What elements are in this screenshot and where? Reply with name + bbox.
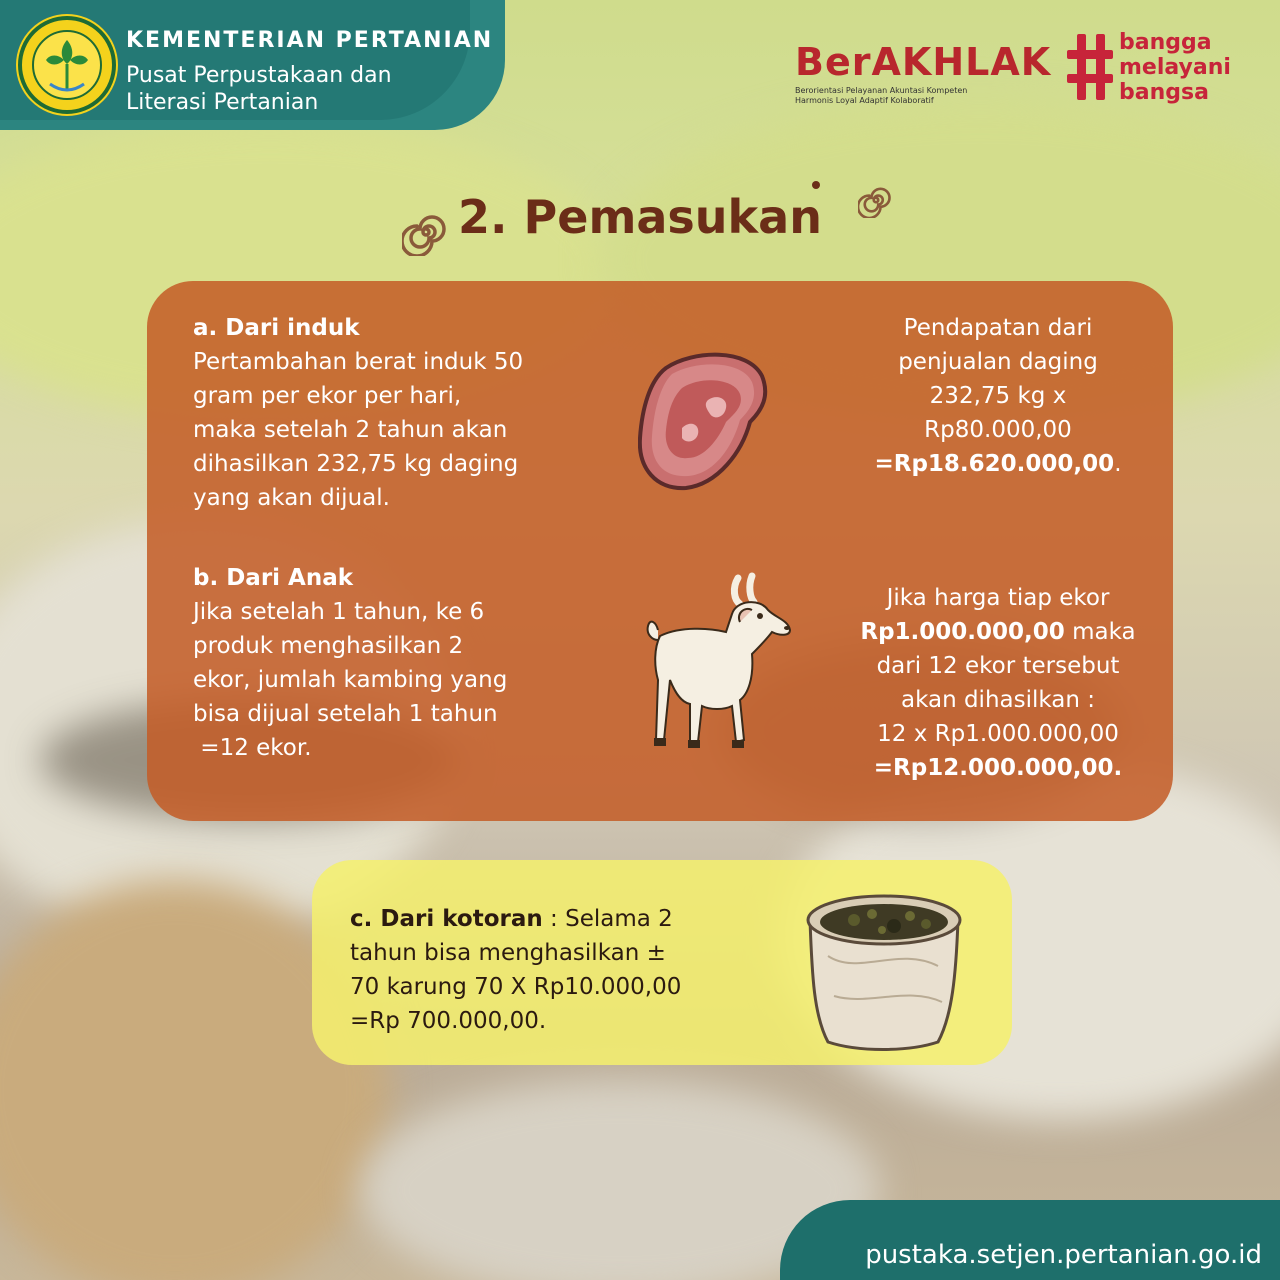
section-a-line: dihasilkan 232,75 kg daging [193,451,519,477]
section-c-line: 70 karung 70 X Rp10.000,00 [350,974,682,1000]
unit-name [126,62,456,116]
section-c-heading: c. Dari kotoran [350,906,543,932]
section-a-total-end: . [1114,451,1122,477]
section-b-maka: maka [1064,619,1136,645]
section-a-body [193,345,579,515]
section-b-result [830,581,1166,785]
section-a-result-line: Pendapatan dari [903,315,1093,341]
section-b-result-line: Jika harga tiap ekor [886,585,1110,611]
section-a-line: maka setelah 2 tahun akan [193,417,508,443]
section-b-result-line: akan dihasilkan : [900,687,1096,713]
bangga-line-3: bangsa [1119,80,1209,105]
section-a-total: =Rp18.620.000,00 [874,451,1115,477]
unit-line-2: Literasi Pertanian [126,90,319,115]
section-a-line: Pertambahan berat induk 50 [193,349,524,375]
section-a-line: yang akan dijual. [193,485,390,511]
section-b-result-line: 12 x Rp1.000.000,00 [877,721,1119,747]
bangga-line-1: bangga [1119,30,1212,55]
berakhlak-tagline [795,86,1035,106]
ministry-name: KEMENTERIAN PERTANIAN [126,28,494,53]
berakhlak-tagline-2: Harmonis Loyal Adaptif Kolaboratif [795,96,934,105]
website-link[interactable]: pustaka.setjen.pertanian.go.id [865,1240,1262,1270]
section-a-result [830,311,1166,481]
section-b-line: Jika setelah 1 tahun, ke 6 [193,599,485,625]
berakhlak-tagline-1: Berorientasi Pelayanan Akuntasi Kompeten [795,86,968,95]
section-a-result-line: Rp80.000,00 [924,417,1072,443]
section-b-total: =Rp12.000.000,00. [873,755,1123,781]
section-b-line: ekor, jumlah kambing yang [193,667,508,693]
section-b-price-line [830,615,1166,649]
section-b-result-line: dari 12 ekor tersebut [876,653,1120,679]
meat-icon [638,348,772,494]
section-b-body [193,595,579,765]
section-a-line: gram per ekor per hari, [193,383,462,409]
section-b-line: =12 ekor. [193,735,312,761]
page-title: 2. Pemasukan [458,190,822,244]
section-c-first-line [350,902,736,936]
bangga-line-2: melayani [1119,55,1231,80]
section-b-heading: b. Dari Anak [193,565,354,591]
bangga-text [1119,30,1231,105]
section-c-body [350,902,736,1038]
section-b-line: bisa dijual setelah 1 tahun [193,701,498,727]
manure-sack-icon [798,886,968,1056]
section-c-first: : Selama 2 [542,906,673,932]
dot-decoration [812,181,820,189]
section-a-heading: a. Dari induk [193,315,360,341]
berakhlak-logo [795,40,1051,106]
section-c-line: tahun bisa menghasilkan ± [350,940,666,966]
hashtag-icon [1065,30,1117,102]
unit-line-1: Pusat Perpustakaan dan [126,63,392,88]
section-a-result-line: penjualan daging [898,349,1098,375]
section-b-price: Rp1.000.000,00 [860,619,1065,645]
section-b-line: produk menghasilkan 2 [193,633,464,659]
section-c-line: =Rp 700.000,00. [350,1008,547,1034]
goat-icon [640,570,800,760]
section-a-result-line: 232,75 kg x [929,383,1067,409]
berakhlak-word: BerAKHLAK [795,40,1052,84]
ministry-logo [16,14,118,116]
section-a-total-line [830,447,1166,481]
